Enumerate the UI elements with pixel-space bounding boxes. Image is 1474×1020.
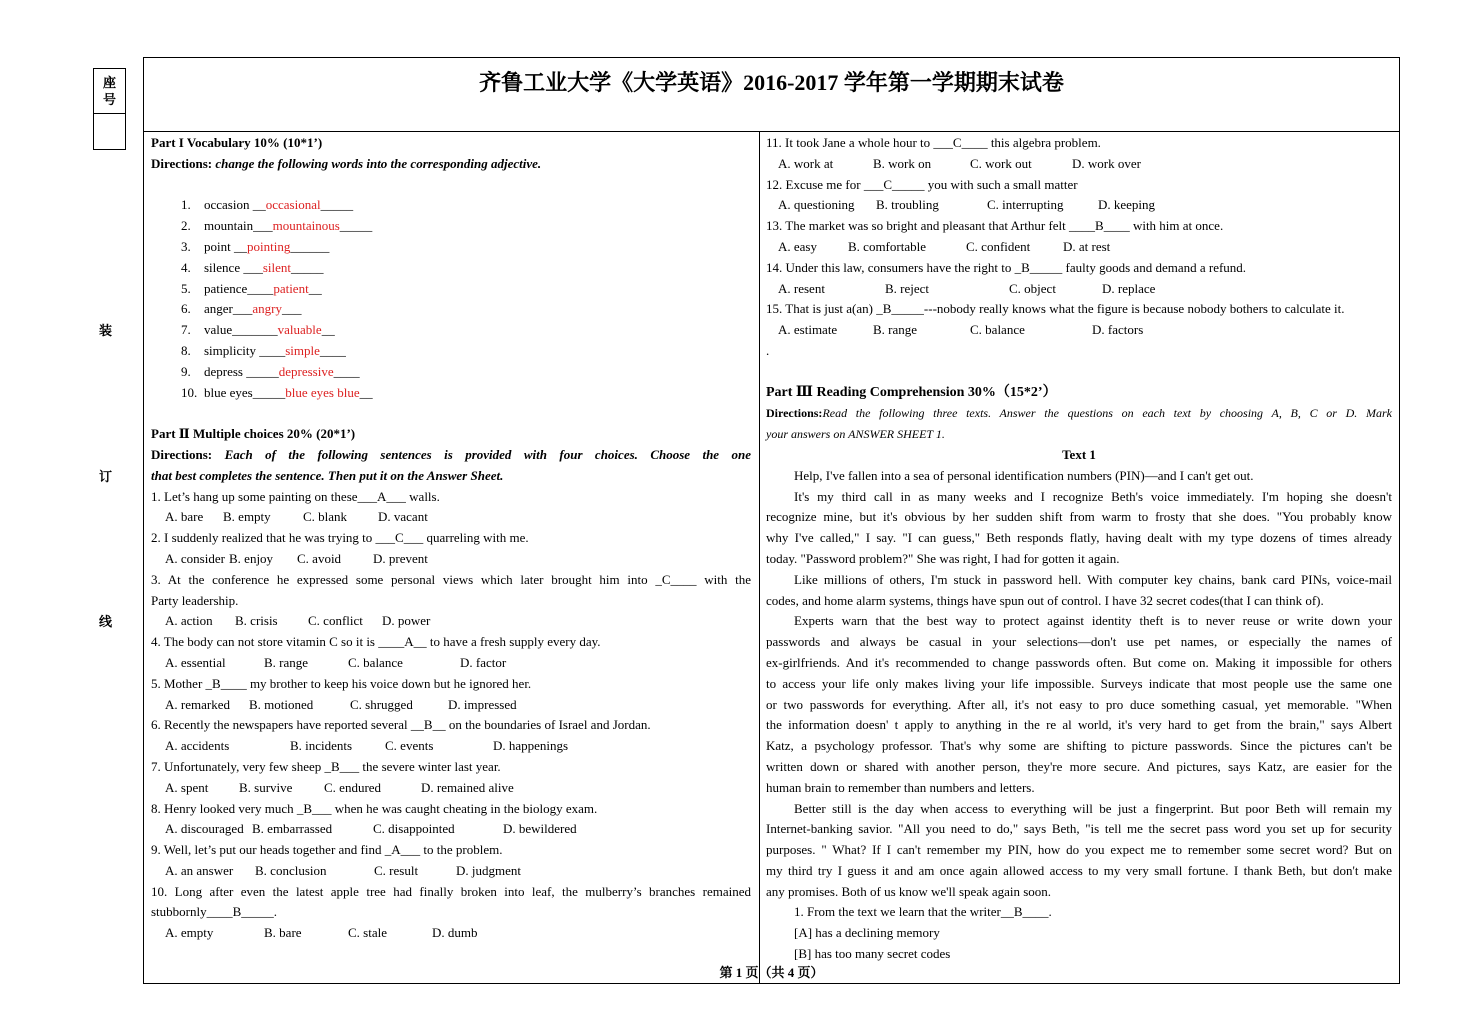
right-column [766,133,1392,965]
option-row [151,653,751,674]
option: B. range [873,322,918,338]
option: A. empty [165,925,214,941]
option-row [151,736,751,757]
question-stem: 13. The market was so bright and pleasant that Arthur felt ____B____ with him at once. [766,218,1224,234]
option: C. events [385,738,434,754]
option: B. enjoy [229,550,274,566]
question-stem: 5. Mother _B____ my brother to keep his voice down but he ignored her. [151,675,532,691]
part3-title: Part Ⅲ Reading Comprehension 30%（15*2’） [766,384,1057,400]
vocab-blank: ____ [319,342,346,358]
option: C. blank [303,509,348,525]
reading-passage [766,466,1392,965]
option-row [151,549,751,570]
option-row [151,819,751,840]
vocab-blank: _____ [291,259,324,275]
text1-title: Text 1 [1062,446,1096,462]
option: B. conclusion [255,862,327,878]
option: C. object [1009,280,1056,296]
option: A. spent [165,779,209,795]
option-row [151,923,751,944]
spacer [766,362,1392,383]
option: A. resent [778,280,825,296]
vocab-item [151,258,751,279]
option: A. an answer [165,862,234,878]
vocab-answer: valuable [277,322,322,338]
vocab-blank: __ [308,280,322,296]
option-row [766,237,1392,258]
vocab-number: 3. [181,238,191,254]
passage-line: purposes. " What? If I can't remember my PIN, how do you expect me to remember some secret word? But on [766,842,1392,858]
part1-dir-label: Directions: [151,155,216,171]
option: D. remained alive [421,779,514,795]
part2-directions-line2: that best completes the sentence. Then put it on the Answer Sheet. [151,467,504,483]
seat-label [94,69,125,114]
question-stem: 15. That is just a(an) _B_____---nobody really knows what the figure is because nobody bothers to calculate it. [766,301,1345,317]
passage-line: [B] has too many secret codes [794,946,951,962]
part1-title: Part I Vocabulary 10% (10*1’) [151,135,323,150]
part3-dir-label: Directions: [766,406,823,421]
seat-number-box [93,68,126,150]
vocab-item [151,279,751,300]
vocab-answer: blue eyes blue [285,384,360,400]
option: B. crisis [235,613,278,629]
option-row [151,861,751,882]
passage-line: It's my third call in as many weeks and I recognize Beth's voice immediately. I'm hoping she doesn't [794,488,1392,504]
option: D. vacant [378,509,428,525]
passage-line: any promises. Both of us know we'll speak again soon. [766,883,1052,899]
question-stem: 10. Long after even the latest apple tree had finally broken into leaf, the mulberry’s branches remained [151,883,751,899]
part1-directions [151,154,751,175]
option: C. conflict [308,613,363,629]
part2-directions-line1 [151,445,751,466]
option-row [766,279,1392,300]
vocab-answer: mountainous [272,218,340,234]
option: D. factors [1092,322,1144,338]
vocab-word: anger___ [204,301,253,317]
option: C. stale [348,925,387,941]
option: B. range [264,654,309,670]
option: D. factor [460,654,507,670]
passage-line: codes, and home alarm systems, things have spun out of control. I have 32 secret codes(that I can think of). [766,592,1324,608]
option: D. at rest [1063,238,1111,254]
option: B. bare [264,925,302,941]
vocab-item [151,362,751,383]
question-stem: stubbornly____B_____. [151,904,278,920]
option: A. bare [165,509,204,525]
stray-dot: . [766,342,770,358]
part3-directions-line1 [766,403,1392,424]
question-list-right [766,133,1392,341]
vocab-number: 6. [181,301,191,317]
vocab-answer: silent [262,259,292,275]
option: C. result [374,862,419,878]
option-row [766,195,1392,216]
part2-dir-line1: Each of the following sentences is provided with four choices. Choose the one [224,446,751,462]
option: C. confident [966,238,1031,254]
passage-line: Katz, a psychology professor. That's why some are shifting to picture passwords. Since the pictures can't be [766,738,1392,754]
option: A. accidents [165,738,230,754]
passage-line: Experts warn that the best way to protect against identity theft is to never reuse or write down your [794,613,1392,629]
vocab-blank: _____ [339,218,373,234]
passage-line: Better still is the day when access to everything will be just a fingerprint. But poor Beth will remain my [794,800,1392,816]
option: C. shrugged [350,696,413,712]
option: A. essential [165,654,226,670]
question-stem: 2. I suddenly realized that he was trying to ___C___ quarreling with me. [151,530,529,546]
question-stem: Party leadership. [151,592,239,608]
vocab-answer: angry [252,301,282,317]
vocab-word: depress _____ [204,363,279,379]
part2-title: Part Ⅱ Multiple choices 20% (20*1’) [151,426,356,442]
vocab-blank: _____ [320,197,354,213]
vocab-item [151,341,751,362]
option: B. incidents [290,738,353,754]
vocab-word: value_______ [204,322,278,338]
option: D. work over [1072,155,1141,171]
vocab-number: 1. [181,197,191,213]
question-stem: 6. Recently the newspapers have reported several __B__ on the boundaries of Israel and Jordan. [151,717,651,733]
option: A. easy [778,238,817,254]
option: C. balance [348,654,403,670]
vocab-blank: ___ [281,301,302,317]
passage-line: why I've called," I say. "I can guess," Beth responds flatly, having dealt with my type dozens of times already [766,530,1392,546]
option: D. prevent [373,550,428,566]
option: B. motioned [249,696,314,712]
vocab-word: silence ___ [204,259,263,275]
passage-line: or two passwords for everything. After all, it's not easy to pro duce something casual, yet memorable. "When [766,696,1392,712]
option: C. interrupting [987,197,1064,213]
option-row [766,320,1392,341]
question-stem: 14. Under this law, consumers have the right to _B_____ faulty goods and demand a refund. [766,259,1247,275]
option: A. consider [165,550,225,566]
vocab-answer: simple [285,342,320,358]
part1-dir-text: change the following words into the corresponding adjective. [215,155,542,171]
option: D. keeping [1098,197,1156,213]
option: D. happenings [493,738,569,754]
vocab-number: 2. [181,218,191,234]
vocab-answer: depressive [278,363,334,379]
option: C. disappointed [373,821,455,837]
vocab-blank: ____ [333,363,360,379]
passage-line: ex-girlfriends. And it's recommended to change passwords often. But come on. Making it impossible for others [766,654,1392,670]
passage-line: 1. From the text we learn that the writer__B____. [794,904,1052,920]
vocab-number: 9. [181,363,191,379]
option: C. work out [970,155,1032,171]
option-row [151,695,751,716]
option-row [151,778,751,799]
vocab-word: point __ [204,238,247,254]
question-stem: 8. Henry looked very much _B___ when he was caught cheating in the biology exam. [151,800,598,816]
page-footer: 第 1 页（共 4 页） [719,965,824,980]
title-row [144,58,1399,132]
option: B. comfortable [848,238,926,254]
question-stem: 11. It took Jane a whole hour to ___C____ this algebra problem. [766,135,1101,150]
vocab-item [151,383,751,404]
left-column [151,133,751,944]
option: D. impressed [448,696,517,712]
vocab-number: 10. [181,384,198,400]
passage-line: the information doesn' t apply to anything in the re al world, it's very hard to get from the brain," says Albert [766,717,1392,733]
vocab-answer: patient [273,280,309,296]
vocab-number: 4. [181,259,191,275]
vocab-answer: occasional [265,197,321,213]
option: B. empty [223,509,271,525]
passage-line: written down or shared with another person, they're more secure. And pictures, says Katz, are easier for the [766,758,1392,774]
option: A. questioning [778,197,855,213]
question-stem: 3. At the conference he expressed some personal views which later brought him into _C____ with the [151,571,751,587]
option: C. endured [324,779,382,795]
passage-line: Like millions of others, I'm stuck in password hell. With computer key chains, bank card PINs, voice-mail [794,571,1392,587]
question-stem: 4. The body can not store vitamin C so it is ____A__ to have a fresh supply every day. [151,634,601,650]
vocab-blank: ______ [290,238,330,254]
vocab-word: mountain___ [204,218,273,234]
option: B. embarrassed [252,821,333,837]
vocab-blank: __ [321,322,335,338]
passage-line: human brain to remember than numbers and letters. [766,779,1035,795]
vocab-number: 8. [181,342,191,358]
option: D. bewildered [503,821,577,837]
vocab-word: blue eyes_____ [204,384,286,400]
spacer [151,403,751,424]
option: A. remarked [165,696,230,712]
option-row [766,154,1392,175]
question-stem: 7. Unfortunately, very few sheep _B___ the severe winter last year. [151,758,501,774]
seat-char-2: 号 [102,92,116,107]
passage-line: [A] has a declining memory [794,925,940,941]
passage-line: passwords and always be casual in your selections—don't use pet names, or especially the names of [766,634,1392,650]
vocab-item [151,195,751,216]
vocab-number: 5. [181,280,191,296]
option: A. action [165,613,213,629]
option: C. avoid [297,550,342,566]
page-title: 齐鲁工业大学《大学英语》2016-2017 学年第一学期期末试卷 [479,70,1064,95]
part3-dir-line1: Read the following three texts. Answer the questions on each text by choosing A, B, C or D. Mark [822,406,1392,421]
seat-char-1: 座 [102,75,116,90]
vocab-word: patience____ [204,280,274,296]
option-row [151,507,751,528]
passage-line: my third try I guess it and am once again allowed access to my very small fortune. I thank Beth, but don't make [766,862,1392,878]
option: C. balance [970,322,1025,338]
vocab-answer: pointing [246,238,291,254]
passage-line: Internet-banking savior. "All you need to do," says Beth, "is tell me the secret pass word you set up for security [766,821,1392,837]
option: D. replace [1102,280,1156,296]
passage-line: recognize mine, but it's obvious by her sudden shift from warm to frosty that she does. "You probably know [766,509,1392,525]
passage-line: to access your life only makes living your life impossible. Surveys indicate that most people use the same one [766,675,1392,691]
part2-dir-label: Directions: [151,446,225,462]
option: A. estimate [778,322,838,338]
option: B. troubling [876,197,939,213]
option: D. judgment [456,862,521,878]
column-divider [759,131,760,983]
vocab-number: 7. [181,322,191,338]
exam-frame [143,57,1400,984]
vocab-item [151,299,751,320]
vocab-item [151,216,751,237]
vocab-word: simplicity ____ [204,342,286,358]
part3-directions-line2: your answers on ANSWER SHEET 1. [766,427,945,442]
question-stem: 1. Let’s hang up some painting on these___A___ walls. [151,488,440,504]
option: A. work at [778,155,834,171]
option-row [151,611,751,632]
option: B. survive [239,779,293,795]
passage-line: Help, I've fallen into a sea of personal identification numbers (PIN)—and I can't get out. [794,467,1254,483]
question-stem: 9. Well, let’s put our heads together and find _A___ to the problem. [151,842,503,858]
option: B. work on [873,155,932,171]
option: D. dumb [432,925,478,941]
passage-line: today. "Password problem?" She was right, I had for gotten it again. [766,550,1120,566]
vocab-word: occasion __ [204,197,266,213]
option: D. power [382,613,431,629]
vocab-list [151,195,751,403]
vocab-blank: __ [359,384,373,400]
option: B. reject [885,280,930,296]
binding-mark-xian: 线 [99,614,113,629]
vocab-item [151,237,751,258]
option: A. discouraged [165,821,244,837]
question-list-left [151,487,751,945]
vocab-item [151,320,751,341]
binding-mark-ding: 订 [99,469,113,484]
question-stem: 12. Excuse me for ___C_____ you with such a small matter [766,176,1078,192]
binding-mark-zhuang: 装 [99,323,113,338]
spacer [151,175,751,196]
